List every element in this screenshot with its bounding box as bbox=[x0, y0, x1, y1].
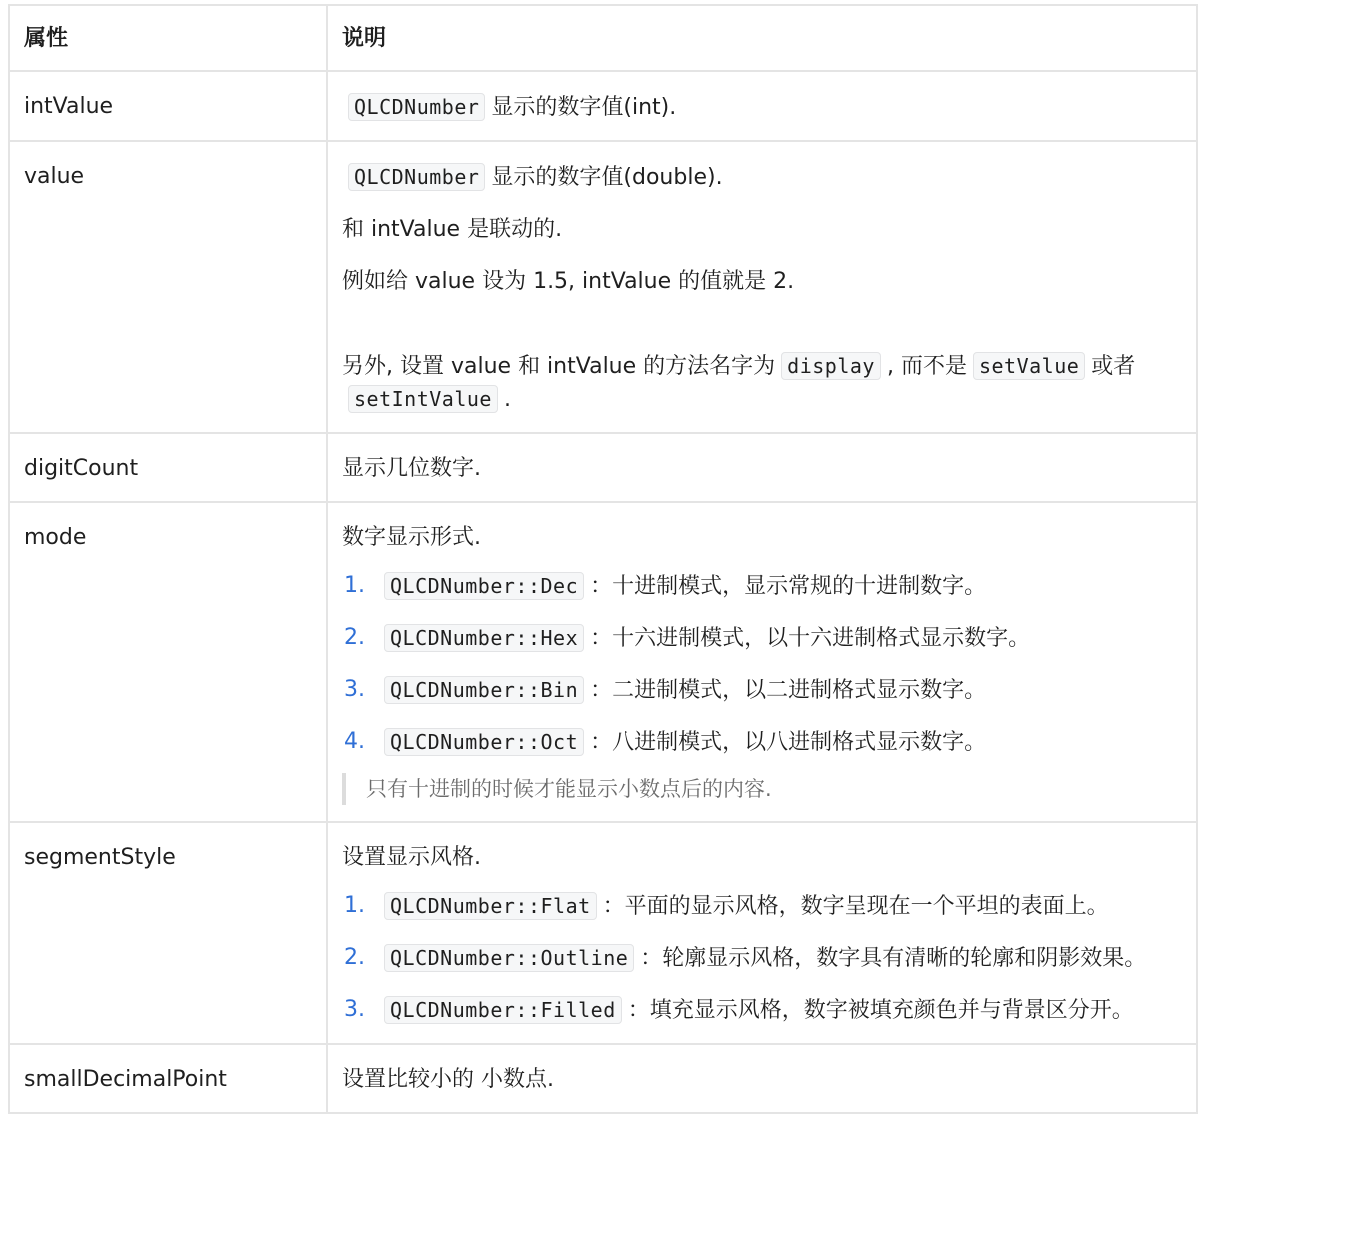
property-name: value bbox=[9, 141, 327, 433]
inline-code: QLCDNumber bbox=[348, 163, 485, 191]
property-description: 显示几位数字. bbox=[327, 433, 1197, 502]
list-number: 4. bbox=[344, 729, 365, 754]
list-number: 3. bbox=[344, 997, 365, 1022]
property-description: 设置比较小的 小数点. bbox=[327, 1044, 1197, 1113]
inline-code: setIntValue bbox=[348, 385, 498, 413]
description-paragraph: 和 intValue 是联动的. bbox=[342, 217, 563, 242]
list-item: 3. QLCDNumber::Filled ：填充显示风格，数字被填充颜色并与背景区分开。 bbox=[342, 994, 1182, 1027]
list-item: 4. QLCDNumber::Oct ：八进制模式，以八进制格式显示数字。 bbox=[342, 726, 1182, 759]
property-table bbox=[8, 4, 1198, 1114]
list-item: 2. QLCDNumber::Hex ：十六进制模式，以十六进制格式显示数字。 bbox=[342, 622, 1182, 655]
description-paragraph: 例如给 value 设为 1.5, intValue 的值就是 2. bbox=[342, 269, 795, 294]
description-paragraph: 另外, 设置 value 和 intValue 的方法名字为 display , 而不是 setValue 或者setIntValue . bbox=[342, 354, 1136, 412]
inline-code: QLCDNumber::Hex bbox=[384, 624, 584, 652]
list-number: 2. bbox=[344, 945, 365, 970]
inline-code: setValue bbox=[973, 352, 1085, 380]
inline-code: QLCDNumber::Outline bbox=[384, 944, 634, 972]
table-row bbox=[9, 141, 1197, 433]
list-number: 1. bbox=[344, 573, 365, 598]
inline-code: QLCDNumber::Filled bbox=[384, 996, 622, 1024]
blockquote-note: 只有十进制的时候才能显示小数点后的内容. bbox=[342, 773, 1182, 805]
description-paragraph: 设置显示风格. bbox=[342, 845, 481, 870]
property-name: segmentStyle bbox=[9, 822, 327, 1044]
list-item: 2. QLCDNumber::Outline ：轮廓显示风格，数字具有清晰的轮廓和阴影效果。 bbox=[342, 942, 1182, 975]
inline-code: QLCDNumber::Bin bbox=[384, 676, 584, 704]
table-row bbox=[9, 1044, 1197, 1113]
property-name: smallDecimalPoint bbox=[9, 1044, 327, 1113]
list-item: 1. QLCDNumber::Dec ：十进制模式，显示常规的十进制数字。 bbox=[342, 570, 1182, 603]
list-item: 1. QLCDNumber::Flat ：平面的显示风格，数字呈现在一个平坦的表面上。 bbox=[342, 890, 1182, 923]
property-description bbox=[327, 71, 1197, 141]
table-row bbox=[9, 433, 1197, 502]
table-row bbox=[9, 502, 1197, 822]
header-property: 属性 bbox=[9, 5, 327, 71]
property-name: digitCount bbox=[9, 433, 327, 502]
inline-code: QLCDNumber bbox=[348, 93, 485, 121]
list-number: 2. bbox=[344, 625, 365, 650]
property-name: intValue bbox=[9, 71, 327, 141]
property-description bbox=[327, 502, 1197, 822]
property-description bbox=[327, 141, 1197, 433]
header-description: 说明 bbox=[327, 5, 1197, 71]
table-header-row bbox=[9, 5, 1197, 71]
blank-line bbox=[342, 298, 1182, 350]
segment-style-list bbox=[342, 890, 1182, 1027]
description-paragraph: 数字显示形式. bbox=[342, 525, 481, 550]
property-description bbox=[327, 822, 1197, 1044]
description-paragraph: QLCDNumber 显示的数字值(double). bbox=[342, 161, 1182, 194]
list-number: 3. bbox=[344, 677, 365, 702]
inline-code: QLCDNumber::Oct bbox=[384, 728, 584, 756]
property-name: mode bbox=[9, 502, 327, 822]
mode-list bbox=[342, 570, 1182, 759]
table-row bbox=[9, 822, 1197, 1044]
description-text: 显示的数字值(int). bbox=[491, 95, 677, 120]
inline-code: display bbox=[781, 352, 881, 380]
inline-code: QLCDNumber::Flat bbox=[384, 892, 597, 920]
list-number: 1. bbox=[344, 893, 365, 918]
table-row bbox=[9, 71, 1197, 141]
inline-code: QLCDNumber::Dec bbox=[384, 572, 584, 600]
list-item: 3. QLCDNumber::Bin ：二进制模式，以二进制格式显示数字。 bbox=[342, 674, 1182, 707]
